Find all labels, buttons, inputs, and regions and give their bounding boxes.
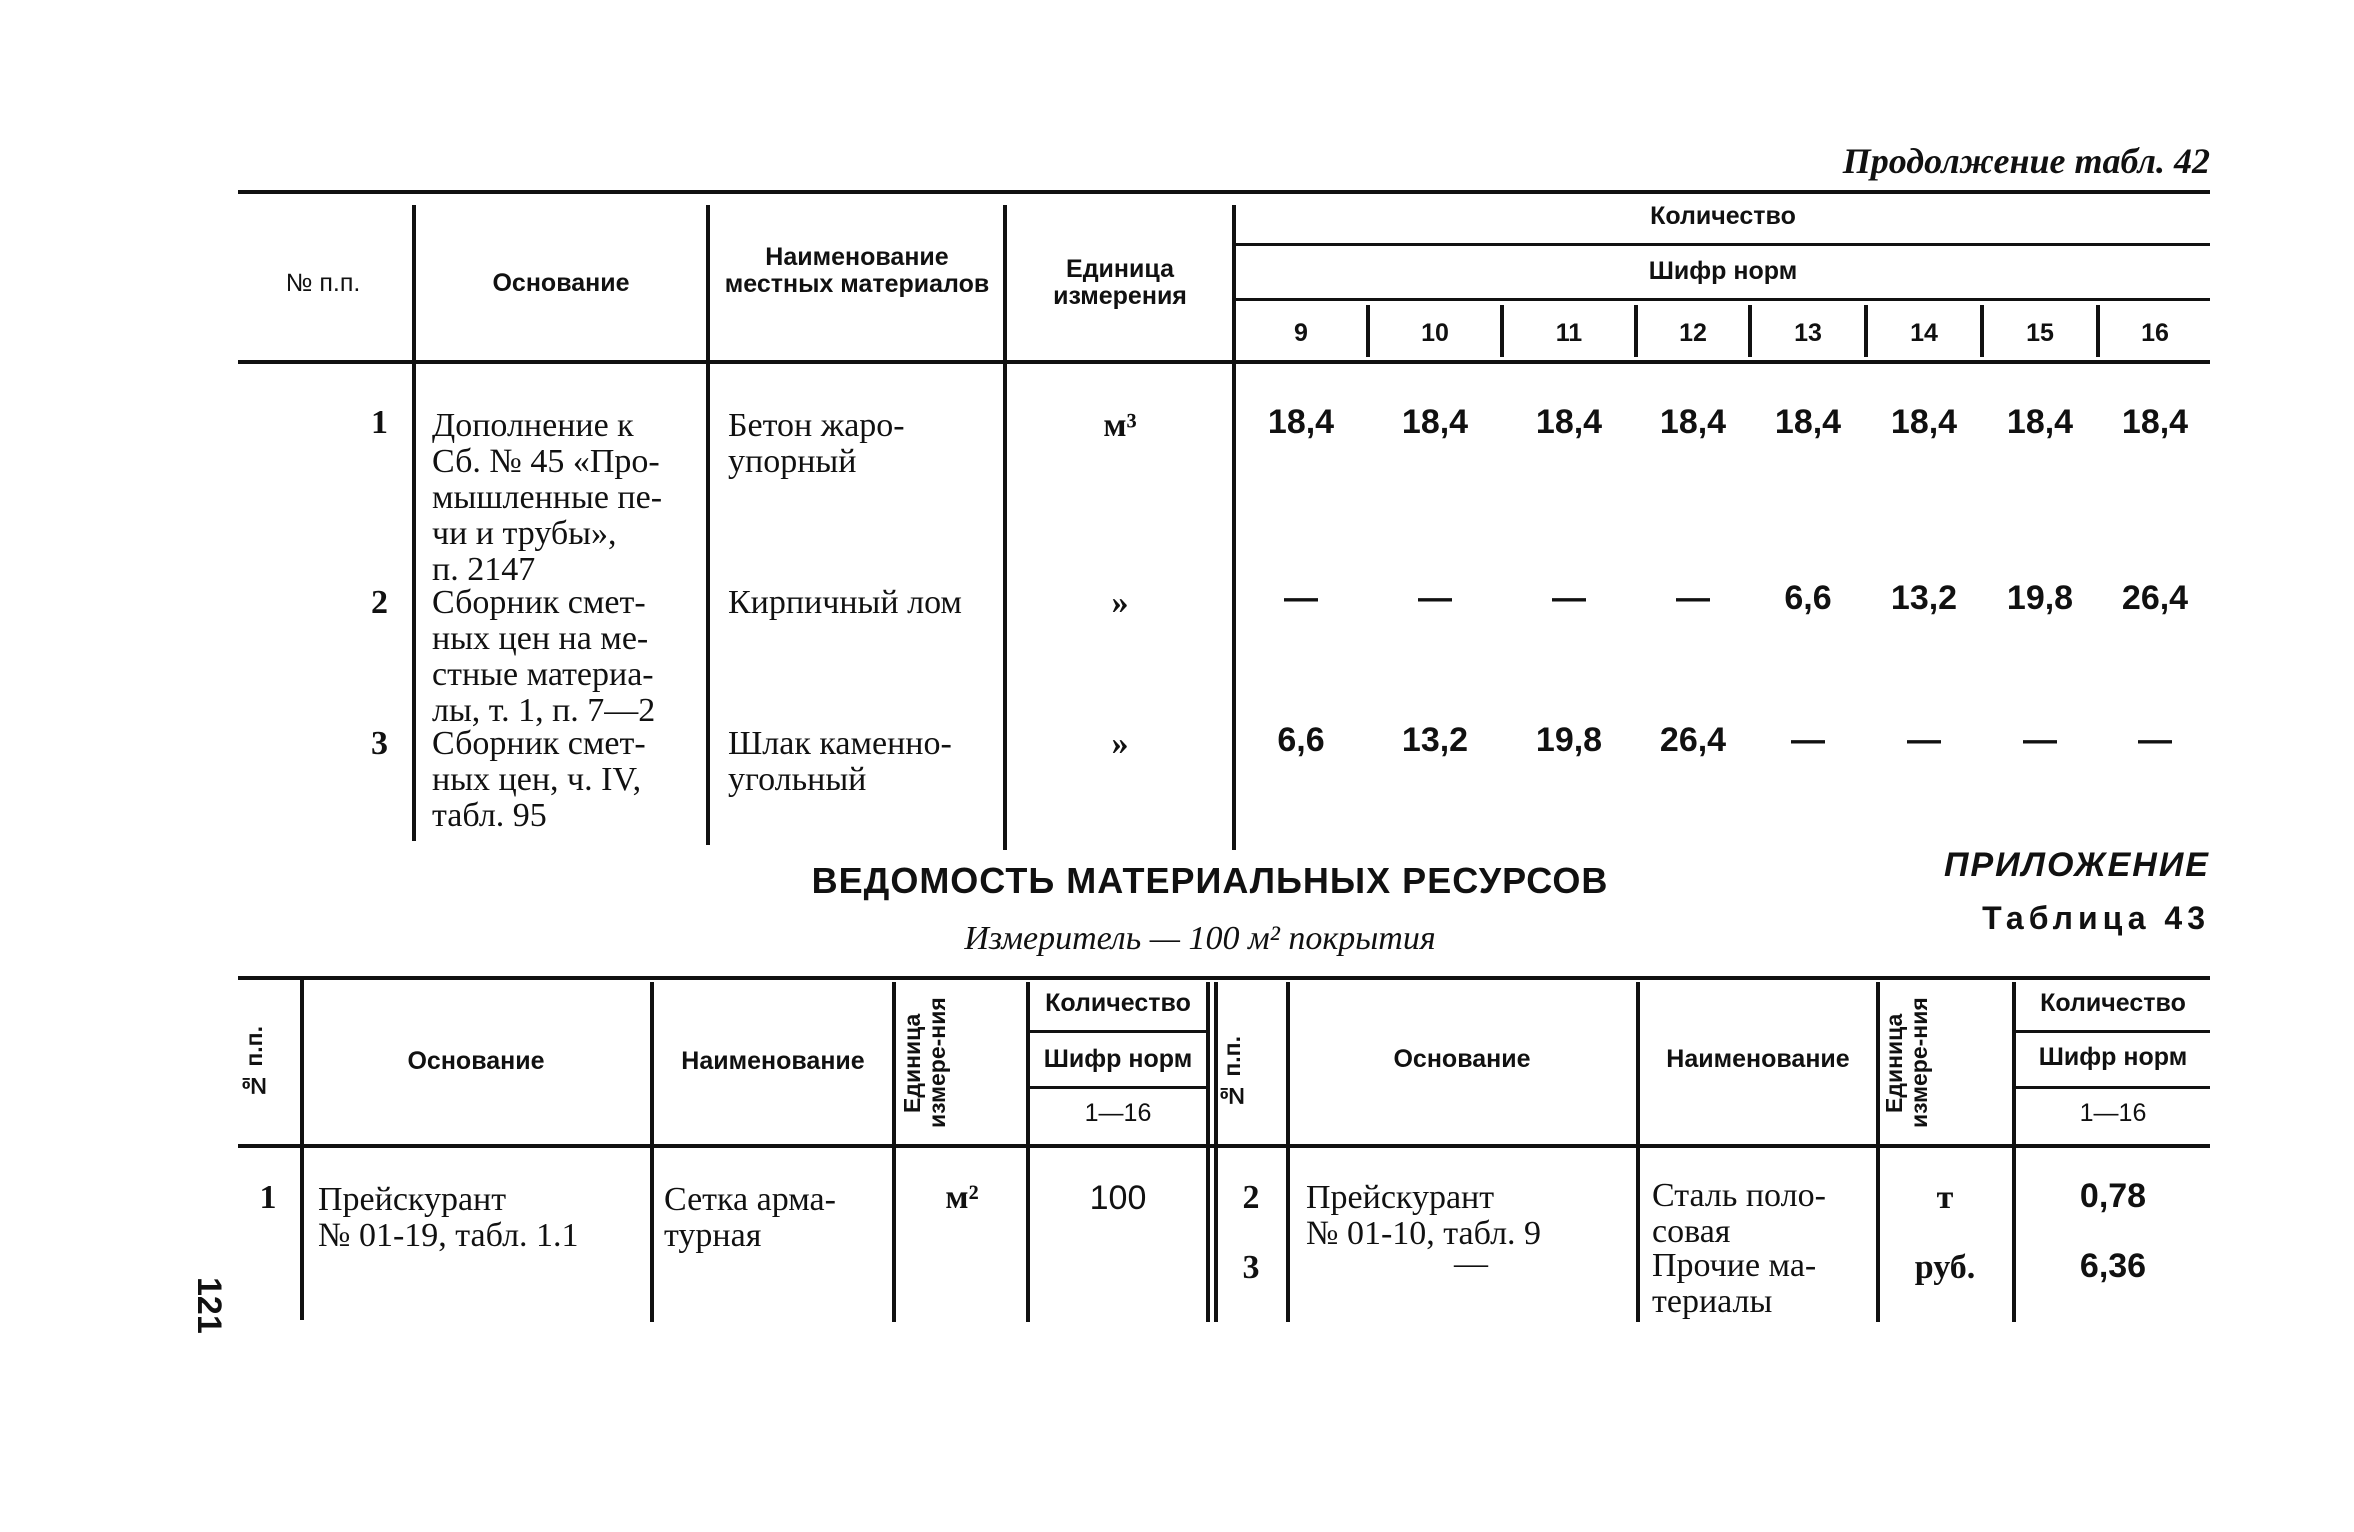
- value-cell: 18,4: [1659, 403, 1727, 441]
- row-name: Сетка арма- турная: [664, 1181, 836, 1254]
- value-cell: 6,6: [1277, 721, 1325, 759]
- value-cell: 18,4: [1890, 403, 1958, 441]
- row-no: 1: [259, 1179, 277, 1216]
- row-no: 2: [371, 584, 388, 621]
- page-number: 121: [190, 1276, 228, 1334]
- header-cipher: Шифр норм: [1648, 257, 1798, 285]
- value-cell: 0,78: [2079, 1177, 2147, 1215]
- header-quantity: Количество: [1045, 989, 1191, 1017]
- row-basis: Сборник смет- ных цен на ме- стные материа- лы, т. 1, п. 7—2: [432, 584, 656, 729]
- row-basis: Дополнение к Сб. № 45 «Про- мышленные пе- чи и трубы», п. 2147: [432, 407, 663, 588]
- value-cell: 100: [1089, 1179, 1147, 1217]
- value-cell: —: [1791, 721, 1825, 759]
- row-unit: »: [1111, 725, 1129, 762]
- header-quantity: Количество: [1650, 202, 1796, 230]
- col-12: 12: [1679, 319, 1707, 347]
- col-13: 13: [1794, 319, 1822, 347]
- header-unit: Единица измерения: [1053, 255, 1187, 310]
- row-name: Сталь поло- совая: [1652, 1177, 1826, 1250]
- header-range: 1—16: [1084, 1099, 1152, 1127]
- table-label: Таблица 43: [1982, 900, 2210, 936]
- value-cell: —: [1284, 579, 1318, 617]
- row-basis: Сборник смет- ных цен, ч. IV, табл. 95: [432, 725, 646, 834]
- header-quantity: Количество: [2040, 989, 2186, 1017]
- header-basis: Основание: [1393, 1045, 1531, 1073]
- value-cell: —: [1676, 579, 1710, 617]
- col-14: 14: [1910, 319, 1938, 347]
- header-name: Наименование местных материалов: [724, 243, 990, 298]
- value-cell: 18,4: [2121, 403, 2189, 441]
- row-basis: Прейскурант № 01-10, табл. 9: [1306, 1179, 1542, 1252]
- row-no: 1: [371, 404, 388, 441]
- row-no: 2: [1242, 1179, 1260, 1216]
- page-title: ВЕДОМОСТЬ МАТЕРИАЛЬНЫХ РЕСУРСОВ: [811, 860, 1609, 901]
- header-unit: Единица измере-ния: [899, 997, 950, 1129]
- col-16: 16: [2141, 319, 2169, 347]
- value-cell: 26,4: [2121, 579, 2189, 617]
- header-unit: Единица измере-ния: [1881, 997, 1932, 1129]
- row-basis: —: [1454, 1245, 1488, 1282]
- header-name: Наименование: [681, 1047, 865, 1075]
- header-cipher: Шифр норм: [1043, 1045, 1193, 1073]
- value-cell: —: [1907, 721, 1941, 759]
- header-basis: Основание: [407, 1047, 545, 1075]
- value-cell: 13,2: [1401, 721, 1469, 759]
- value-cell: —: [2023, 721, 2057, 759]
- row-unit: м³: [1103, 407, 1137, 444]
- value-cell: —: [2138, 721, 2172, 759]
- header-no: № п.п.: [285, 269, 361, 297]
- value-cell: 26,4: [1659, 721, 1727, 759]
- row-unit: м²: [945, 1179, 979, 1216]
- row-unit: т: [1936, 1179, 1954, 1216]
- value-cell: 18,4: [2006, 403, 2074, 441]
- value-cell: 19,8: [2006, 579, 2074, 617]
- col-9: 9: [1294, 319, 1308, 347]
- value-cell: 19,8: [1535, 721, 1603, 759]
- row-no: 3: [1242, 1249, 1260, 1286]
- value-cell: 18,4: [1774, 403, 1842, 441]
- col-10: 10: [1421, 319, 1449, 347]
- row-no: 3: [371, 725, 388, 762]
- continuation-label: Продолжение табл. 42: [1842, 141, 2210, 181]
- value-cell: 18,4: [1401, 403, 1469, 441]
- row-name: Кирпичный лом: [728, 584, 962, 621]
- value-cell: —: [1552, 579, 1586, 617]
- appendix-label: ПРИЛОЖЕНИЕ: [1944, 846, 2210, 884]
- row-name: Шлак каменно- угольный: [728, 725, 952, 798]
- col-11: 11: [1555, 319, 1583, 347]
- header-no: № п.п.: [1219, 1036, 1245, 1109]
- value-cell: 6,6: [1784, 579, 1832, 617]
- value-cell: 18,4: [1535, 403, 1603, 441]
- col-15: 15: [2026, 319, 2054, 347]
- row-unit: »: [1111, 584, 1129, 621]
- row-unit: руб.: [1914, 1249, 1976, 1286]
- value-cell: 6,36: [2079, 1247, 2147, 1285]
- row-basis: Прейскурант № 01-19, табл. 1.1: [318, 1181, 579, 1254]
- value-cell: —: [1418, 579, 1452, 617]
- header-basis: Основание: [492, 269, 630, 297]
- row-name: Прочие ма- териалы: [1652, 1247, 1817, 1320]
- header-cipher: Шифр норм: [2038, 1043, 2188, 1071]
- value-cell: 18,4: [1267, 403, 1335, 441]
- header-name: Наименование: [1666, 1045, 1850, 1073]
- header-no: № п.п.: [241, 1026, 267, 1099]
- row-name: Бетон жаро- упорный: [728, 407, 905, 480]
- measure-label: Измеритель — 100 м² покрытия: [964, 920, 1436, 957]
- header-range: 1—16: [2079, 1099, 2147, 1127]
- value-cell: 13,2: [1890, 579, 1958, 617]
